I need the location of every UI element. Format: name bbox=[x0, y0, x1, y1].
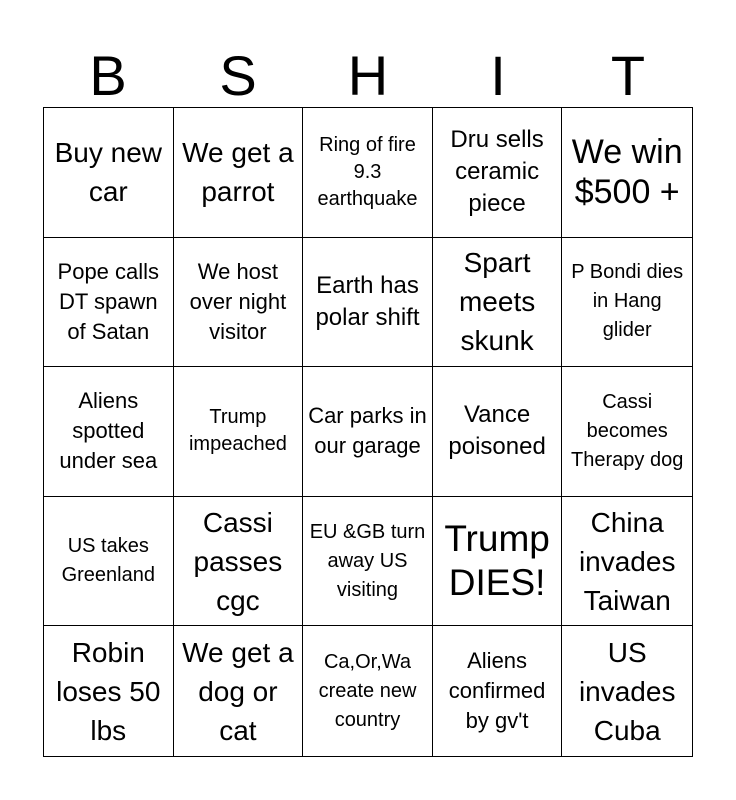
bingo-cell[interactable] bbox=[303, 497, 433, 627]
bingo-cell[interactable] bbox=[174, 367, 304, 497]
cell-text: We get a dog or cat bbox=[182, 636, 294, 746]
bingo-cell[interactable] bbox=[174, 626, 304, 756]
cell-text: US invades Cuba bbox=[578, 636, 676, 746]
bingo-card-grid bbox=[43, 107, 693, 757]
bingo-cell[interactable] bbox=[303, 108, 433, 238]
cell-text: We win $500 + bbox=[571, 133, 683, 212]
bingo-cell[interactable] bbox=[44, 238, 174, 368]
bingo-cell[interactable] bbox=[174, 108, 304, 238]
bingo-cell[interactable] bbox=[562, 238, 692, 368]
cell-text: We host over night visitor bbox=[189, 258, 287, 344]
bingo-cell[interactable] bbox=[433, 367, 563, 497]
cell-text: Cassi passes cgc bbox=[193, 506, 283, 616]
cell-text: US takes Greenland bbox=[61, 535, 155, 587]
cell-text: China invades Taiwan bbox=[578, 506, 676, 616]
header-letter-h: H bbox=[347, 44, 389, 107]
bingo-cell[interactable] bbox=[433, 626, 563, 756]
cell-text: Pope calls DT spawn of Satan bbox=[57, 258, 160, 344]
cell-text: Spart meets skunk bbox=[458, 247, 536, 357]
cell-text: Trump impeached bbox=[188, 406, 287, 456]
header-letter-i: I bbox=[490, 44, 506, 107]
cell-text: EU &GB turn away US visiting bbox=[309, 520, 426, 601]
bingo-cell[interactable] bbox=[44, 108, 174, 238]
cell-text: Car parks in our garage bbox=[308, 403, 427, 459]
cell-text: Aliens confirmed by gv't bbox=[448, 648, 546, 734]
header-letter-s: S bbox=[219, 44, 257, 107]
cell-text: Trump DIES! bbox=[444, 518, 550, 604]
cell-text: Cassi becomes Therapy dog bbox=[571, 390, 684, 471]
bingo-cell[interactable] bbox=[174, 497, 304, 627]
bingo-cell[interactable] bbox=[562, 497, 692, 627]
cell-text: We get a parrot bbox=[182, 137, 294, 208]
header-letter-t: T bbox=[610, 44, 646, 107]
cell-text: Ca,Or,Wa create new country bbox=[318, 650, 417, 731]
cell-text: P Bondi dies in Hang glider bbox=[571, 261, 684, 342]
bingo-cell[interactable] bbox=[562, 626, 692, 756]
cell-text: Buy new car bbox=[54, 137, 162, 208]
header-letter-b: B bbox=[89, 44, 127, 107]
cell-text: Robin loses 50 lbs bbox=[56, 636, 161, 746]
bingo-cell[interactable] bbox=[44, 497, 174, 627]
bingo-cell[interactable] bbox=[562, 367, 692, 497]
bingo-header bbox=[43, 44, 693, 108]
bingo-cell[interactable] bbox=[562, 108, 692, 238]
bingo-cell[interactable] bbox=[433, 497, 563, 627]
cell-text: Ring of fire 9.3 earthquake bbox=[317, 133, 418, 210]
bingo-cell[interactable] bbox=[433, 108, 563, 238]
bingo-cell[interactable] bbox=[303, 367, 433, 497]
cell-text: Aliens spotted under sea bbox=[59, 388, 158, 474]
bingo-cell[interactable] bbox=[44, 626, 174, 756]
cell-text: Vance poisoned bbox=[448, 401, 546, 461]
bingo-cell[interactable] bbox=[433, 238, 563, 368]
cell-text: Earth has polar shift bbox=[315, 271, 420, 331]
bingo-cell[interactable] bbox=[174, 238, 304, 368]
bingo-cell[interactable] bbox=[44, 367, 174, 497]
bingo-cell[interactable] bbox=[303, 626, 433, 756]
bingo-cell[interactable] bbox=[303, 238, 433, 368]
cell-text: Dru sells ceramic piece bbox=[450, 126, 544, 218]
